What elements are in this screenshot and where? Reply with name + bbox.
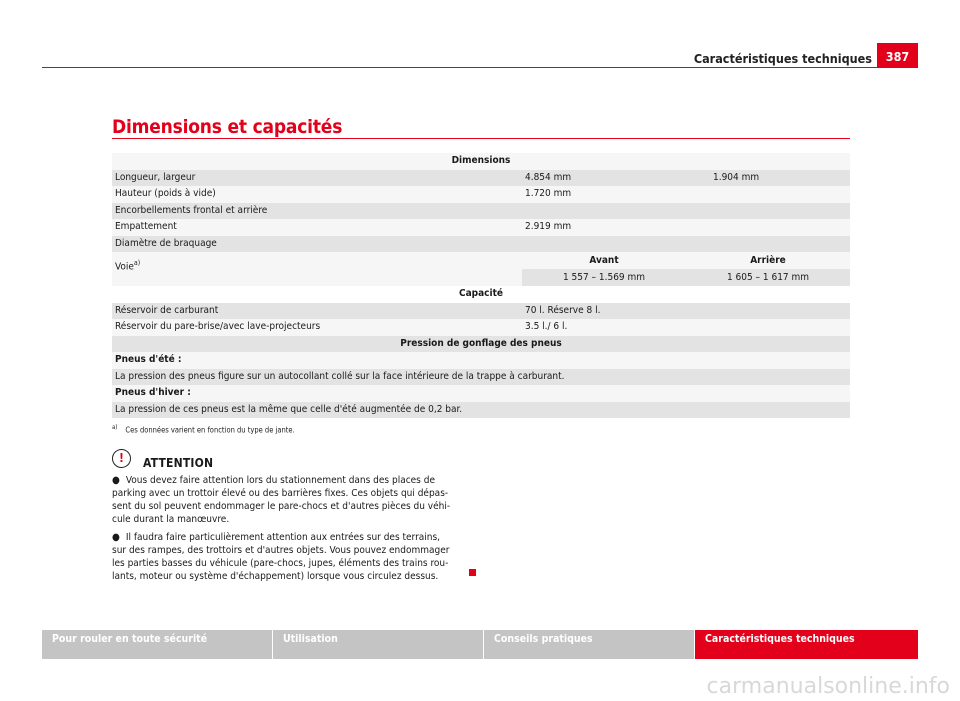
table-row <box>112 369 850 386</box>
table-row <box>112 303 850 320</box>
voie-values <box>522 269 850 286</box>
table-row <box>112 236 850 253</box>
footnote-mark: a) <box>112 424 118 431</box>
tab-operation[interactable]: Utilisation <box>273 630 483 659</box>
tab-safety[interactable]: Pour rouler en toute sécurité <box>42 630 272 659</box>
section-rule <box>112 138 850 139</box>
voie-rear-value: 1 605 – 1 617 mm <box>726 272 810 283</box>
specs-table <box>112 153 850 418</box>
bullet-icon: ● <box>112 475 120 486</box>
table-row <box>112 319 850 336</box>
capacity-header: Capacité <box>459 288 503 299</box>
warning-paragraph-2 <box>112 531 468 583</box>
footer-nav <box>42 630 918 659</box>
table-row <box>112 170 850 187</box>
table-row <box>112 402 850 419</box>
row-value: 2.919 mm <box>525 221 572 232</box>
warning-paragraph-1 <box>112 474 468 526</box>
voie-front-header: Avant <box>589 255 619 266</box>
row-value: 4.854 mm <box>525 171 572 183</box>
warning-line: parking avec un trottoir élevé ou des barrières fixes. Ces objets qui dépas- <box>112 488 449 499</box>
row-label: Réservoir du pare-brise/avec lave-projecteurs <box>115 321 321 332</box>
bullet-icon: ● <box>112 532 120 543</box>
warning-line: les parties basses du véhicule (pare-chocs, jupes, éléments des trains rou- <box>112 558 449 569</box>
row-label: Réservoir de carburant <box>115 304 219 316</box>
row-label: Diamètre de braquage <box>115 237 217 249</box>
summer-tyres-text: La pression des pneus figure sur un autocollant collé sur la face intérieure de la trappe à carburant. <box>115 370 565 382</box>
warning-line: sent du sol peuvent endommager le pare-chocs et d'autres pièces du véhi- <box>112 501 451 512</box>
voie-label: Voie$^{a)}$ <box>115 259 141 273</box>
voie-footnote-mark: a) <box>133 259 141 267</box>
table-row <box>112 203 850 220</box>
voie-row <box>112 252 850 286</box>
table-row <box>112 186 850 203</box>
table-row <box>112 385 850 402</box>
capacity-header-row <box>112 286 850 303</box>
dimensions-header-row <box>112 153 850 170</box>
end-of-section-mark-icon <box>469 569 476 576</box>
voie-rear-header: Arrière <box>750 255 786 266</box>
voie-front-value: 1 557 – 1.569 mm <box>562 272 646 283</box>
winter-tyres-text: La pression de ces pneus est la même que celle d'été augmentée de 0,2 bar. <box>115 403 463 415</box>
section-title: Dimensions et capacités <box>112 116 343 138</box>
warning-line: ● Vous devez faire attention lors du stationnement dans des places de <box>112 475 435 486</box>
warning-line: cule durant la manœuvre. <box>112 514 230 525</box>
footnote <box>112 424 295 435</box>
footnote-text: Ces données varient en fonction du type de jante. <box>125 425 295 435</box>
summer-tyres-label: Pneus d'été : <box>115 354 182 365</box>
row-value: 70 l. Réserve 8 l. <box>525 304 601 316</box>
table-row <box>112 219 850 236</box>
voie-headers <box>522 252 850 269</box>
exclamation-circle-icon: ! <box>112 449 131 468</box>
row-label: Hauteur (poids à vide) <box>115 188 216 199</box>
watermark: carmanualsonline.info <box>706 674 950 699</box>
row-label: Encorbellements frontal et arrière <box>115 204 268 216</box>
row-value-2: 1.904 mm <box>713 171 760 183</box>
winter-tyres-label: Pneus d'hiver : <box>115 387 191 398</box>
warning-line: ● Il faudra faire particulièrement attention aux entrées sur des terrains, <box>112 532 441 543</box>
warning-title: ATTENTION <box>143 456 214 470</box>
page-number: 387 <box>877 43 918 67</box>
row-value: 3.5 l./ 6 l. <box>525 321 568 332</box>
pressure-header: Pression de gonflage des pneus <box>400 337 562 349</box>
tab-practical-tips[interactable]: Conseils pratiques <box>484 630 694 659</box>
table-row <box>112 352 850 369</box>
tab-technical-specs[interactable]: Caractéristiques techniques <box>695 630 918 659</box>
dimensions-header: Dimensions <box>451 155 511 166</box>
chapter-title: Caractéristiques techniques <box>693 51 872 66</box>
header-rule <box>42 67 918 68</box>
row-label: Longueur, largeur <box>115 171 196 183</box>
row-label: Empattement <box>115 221 177 232</box>
warning-line: lants, moteur ou système d'échappement) lorsque vous circulez dessus. <box>112 571 439 582</box>
pressure-header-row <box>112 336 850 353</box>
warning-line: sur des rampes, des trottoirs et d'autres objets. Vous pouvez endommager <box>112 545 450 556</box>
row-value: 1.720 mm <box>525 188 572 199</box>
